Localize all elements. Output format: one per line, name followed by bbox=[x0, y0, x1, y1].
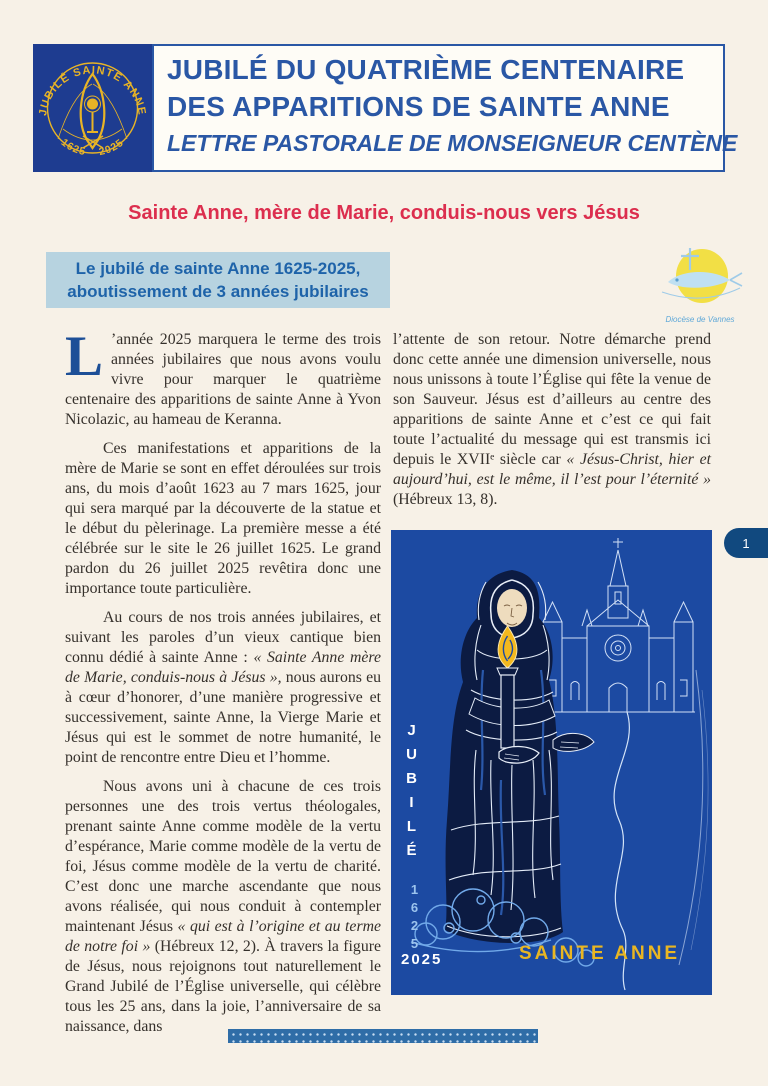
paragraph-quote: « Sainte Anne mère de Marie, conduis-nous à Jésus » bbox=[65, 649, 381, 686]
sainte-anne-stamp bbox=[391, 530, 712, 995]
logo-arc-top-label: JUBILÉ SAINTE ANNE bbox=[37, 64, 148, 117]
stamp-jubile-label: JUBILÉ bbox=[403, 722, 420, 866]
paragraph-text: (Hébreux 13, 8). bbox=[393, 491, 498, 508]
title-line-1: JUBILÉ DU QUATRIÈME CENTENAIRE bbox=[167, 54, 685, 85]
diocese-caption: Diocèse de Vannes bbox=[665, 315, 735, 324]
paragraph-text: l’attente de son retour. Notre démarche prend donc cette année une dimension universelle, nous nous unissons à toute l’Église qui fête la venue de son Sauveur. Jésus est d’ailleurs au centre des apparitions de sainte Anne et c’est ce qui fait toute l’actualité du message qui est transmis ici depuis le XVIIᵉ siècle car bbox=[393, 331, 711, 468]
stamp-year-1625: 1625 bbox=[407, 882, 422, 954]
title-line-2: DES APPARITIONS DE SAINTE ANNE bbox=[167, 91, 670, 122]
column-left bbox=[65, 325, 382, 1046]
page-number: 1 bbox=[742, 535, 750, 551]
drop-cap: L bbox=[65, 325, 104, 388]
paragraph-text: Ces manifestations et apparitions de la mère de Marie se sont en effet déroulées sur trois ans, du mois d’août 1623 au 7 mars 1625, jour qui sera marqué par la découverte de la statue et le début du pèlerinage. La première messe a été célébrée sur le site le 26 juillet 1625. Le grand pardon du 26 juillet 2025 revêtira donc une importance toute particulière. bbox=[65, 440, 381, 597]
stamp-illustration bbox=[391, 530, 712, 995]
jubilee-logo-icon bbox=[33, 44, 152, 172]
page-number-tab bbox=[724, 528, 768, 558]
column-right-paragraphs bbox=[393, 330, 711, 510]
column-left-paragraphs bbox=[65, 325, 382, 1037]
banner-line-1: Le jubilé de sainte Anne 1625-2025, bbox=[75, 259, 361, 278]
paragraph-quote: « Jésus-Christ, hier et aujourd’hui, est le même, il l’est pour l’éternité » bbox=[393, 451, 711, 488]
stamp-name-label: SAINTE ANNE bbox=[519, 943, 681, 964]
paragraph-quote: « qui est à l’origine et au terme de notre foi » bbox=[65, 918, 382, 955]
paragraph bbox=[65, 608, 381, 768]
paragraph-text: Au cours de nos trois années jubilaires, et suivant les paroles d’un vieux cantique bien connu dédié à sainte Anne : bbox=[65, 609, 381, 666]
title-subtitle: LETTRE PASTORALE DE MONSEIGNEUR CENTÈNE bbox=[167, 130, 738, 156]
logo-arc-bottom-label: 1625 – 2025 bbox=[58, 136, 127, 159]
column-right bbox=[393, 330, 711, 995]
paragraph-text: (Hébreux 12, 2). À travers la figure de Jésus, nous rejoignons tout naturellement le Grand Jubilé de l’Église universelle, qui célèbre tous les 25 ans, dans la joie, l’anniversaire de sa naissance, dans bbox=[65, 938, 382, 1035]
paragraph bbox=[65, 439, 381, 599]
diocese-logo-icon bbox=[648, 240, 752, 312]
stamp-year-2025: 2025 bbox=[401, 951, 443, 968]
diocese-logo bbox=[648, 240, 752, 324]
footer-ribbon bbox=[228, 1029, 538, 1043]
paragraph-text: Nous avons uni à chacune de ces trois personnes une des trois vertus théologales, prenant sainte Anne comme modèle de la vertu d’espérance, Marie comme modèle de la vertu de foi, Jésus comme modèle de la vertu de charité. C’est donc une marche ascendante que nous avons réalisée, qui nous conduit à contempler maintenant Jésus bbox=[65, 778, 381, 935]
paragraph bbox=[65, 777, 381, 1037]
paragraph-text: ’année 2025 marquera le terme des trois années jubilaires que nous avons voulu vivre pour marquer le quatrième centenaire des apparitions de sainte Anne à Yvon Nicolazic, au hameau de Keranna. bbox=[65, 331, 381, 428]
tagline: Sainte Anne, mère de Marie, conduis-nous vers Jésus bbox=[128, 202, 640, 224]
paragraph bbox=[393, 330, 711, 510]
paragraph-text: , nous aurons eu à cœur d’honorer, d’une manière progressive et successivement, sainte Anne, la Vierge Marie et Jésus qui est le sommet de notre humanité, le point de rencontre entre Dieu et l’homme. bbox=[65, 669, 382, 766]
section-banner bbox=[46, 252, 390, 308]
jubilee-logo bbox=[33, 44, 152, 172]
header-title-box bbox=[152, 44, 738, 172]
banner-line-2: aboutissement de 3 années jubilaires bbox=[67, 282, 369, 301]
paragraph bbox=[65, 325, 381, 430]
